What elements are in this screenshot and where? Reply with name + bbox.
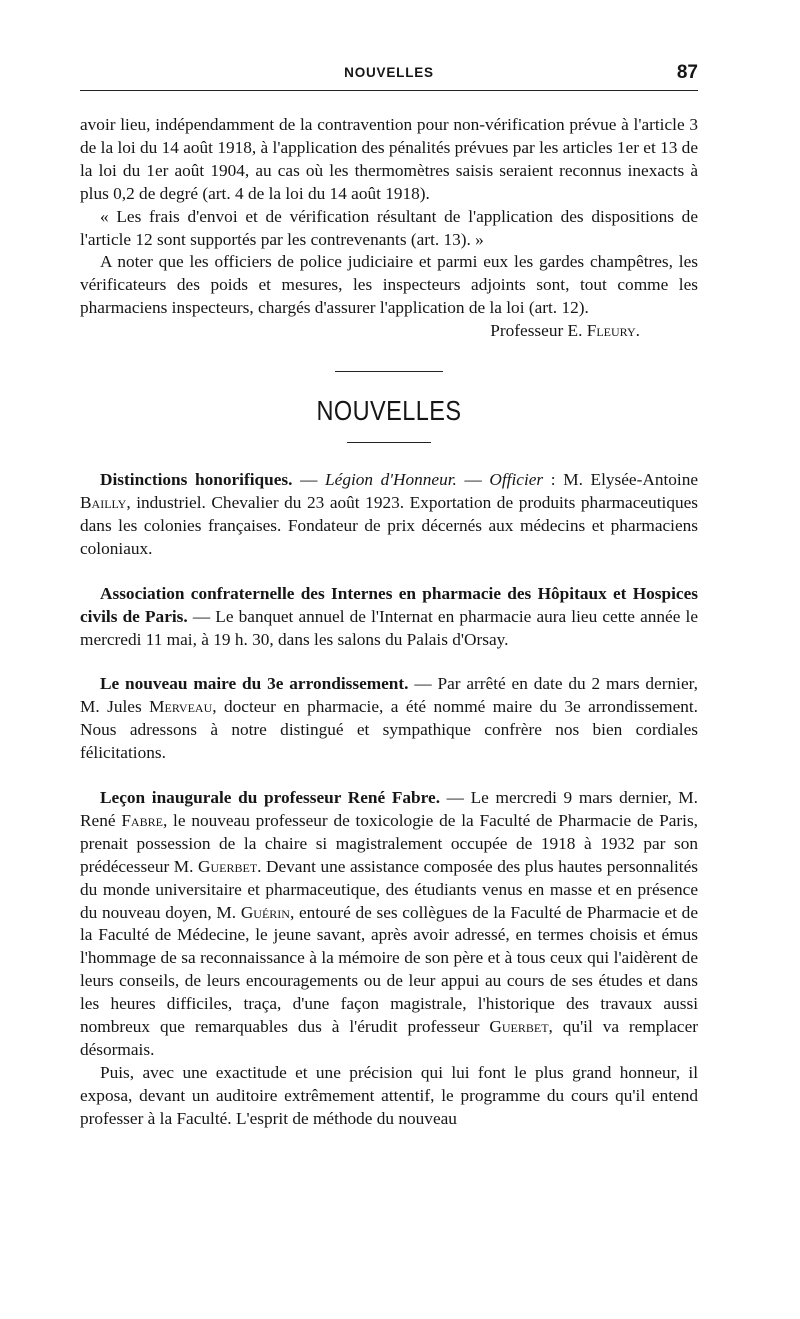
- page-number: 87: [676, 62, 698, 83]
- person-name: Guerbet: [489, 1017, 549, 1037]
- person-name: Guerbet: [198, 856, 258, 876]
- news-text: —: [292, 470, 326, 490]
- section-divider: [335, 371, 443, 372]
- article-paragraph: avoir lieu, indépendamment de la contravention pour non-vérification prévue à l'article 3 de la loi du 14 août 1918, à l'application des pénalités prévues par les articles 1er et 13 de la loi du 1er août 1904, au cas où les thermomètres saisis seraient reconnus inexacts à plus 0,2 de degré (art. 4 de la loi du 14 août 1918).: [80, 115, 698, 203]
- article-paragraph: « Les frais d'envoi et de vérification résultant de l'application des dispositions de l'article 12 sont supportés par les contrevenants (art. 13). »: [80, 206, 698, 249]
- signature-name: Fleury.: [586, 321, 640, 341]
- news-heading: Distinctions honorifiques.: [100, 470, 293, 490]
- news-heading: Association confraternelle des Internes en pharmacie des Hôpitaux et Hospices civils de Paris.: [80, 583, 698, 626]
- person-name: Bailly: [80, 492, 127, 512]
- person-name: Fabre: [121, 810, 163, 830]
- news-text: , industriel. Chevalier du 23 août 1923. Exportation de produits pharmaceutiques dans les colonies françaises. Fondateur de prix décernés aux médecins et pharmaciens coloniaux.: [80, 492, 698, 558]
- page-body: [80, 114, 698, 1131]
- news-text: . Devant une assistance composée des plus hautes personnalités du monde universitaire et pharmaceutique, des étudiants venus en masse et en présence du nouveau doyen, M.: [80, 856, 698, 922]
- news-text: —: [456, 470, 490, 490]
- title-underline: [347, 442, 431, 443]
- running-title: NOUVELLES: [344, 65, 434, 80]
- news-rank: Officier: [489, 470, 544, 490]
- news-text: : M. Elysée-Antoine: [543, 470, 699, 490]
- news-heading: Leçon inaugurale du professeur René Fabre.: [100, 788, 441, 808]
- news-text: , docteur en pharmacie, a été nommé maire du 3e arrondissement. Nous adressons à notre distingué et sympathique confrère nos bien cordiales félicitations.: [80, 697, 699, 763]
- news-text: , qu'il va remplacer désormais.: [80, 1017, 698, 1059]
- article-paragraph: A noter que les officiers de police judiciaire et parmi eux les gardes champêtres, les vérificateurs des poids et mesures, les inspecteurs adjoints sont, tout comme les pharmaciens inspecteurs, chargés d'assurer l'application de la loi (art. 12).: [80, 252, 698, 318]
- signature-prefix: Professeur E.: [490, 321, 587, 341]
- news-text: — Le mercredi 9 mars dernier, M. René: [80, 788, 698, 830]
- person-name: Guérin: [240, 902, 290, 922]
- news-text: , entouré de ses collègues de la Faculté de Pharmacie et de la Faculté de Médecine, le jeune savant, après avoir adressé, en termes choisis et émus l'hommage de sa reconnaissance à la mémoire de son père et à tous ceux qui l'aidèrent de leurs conseils, de leurs encouragements ou de leur appui au cours de ses études et dans les heures difficiles, traça, d'une façon magistrale, l'historique des travaux aussi nombreux que remarquables dus à l'érudit professeur: [80, 902, 698, 1037]
- page-header: [80, 62, 698, 91]
- news-continuation: Puis, avec une exactitude et une précision qui lui font le plus grand honneur, il exposa, devant un auditoire extrêmement attentif, le programme du cours qu'il entend professer à la Faculté. L'esprit de méthode du nouveau: [80, 1062, 698, 1128]
- news-distinctions: [80, 469, 698, 561]
- news-text: — Par arrêté en date du 2 mars dernier, M. Jules: [80, 674, 698, 717]
- news-association: [80, 583, 698, 652]
- news-text: , le nouveau professeur de toxicologie de la Faculté de Pharmacie de Paris, prenait possession de la chaire si magistralement occupée de 1918 à 1932 par son prédécesseur M.: [80, 810, 698, 876]
- news-lecon: [80, 787, 698, 1062]
- person-name: Merveau: [149, 697, 213, 717]
- section-title: NOUVELLES: [316, 395, 462, 427]
- article-signature: [80, 320, 698, 343]
- news-order: Légion d'Honneur.: [325, 470, 457, 490]
- news-maire: [80, 673, 698, 765]
- news-heading: Le nouveau maire du 3e arrondissement.: [100, 674, 409, 694]
- news-text: — Le banquet annuel de l'Internat en pharmacie aura lieu cette année le mercredi 11 mai, à 19 h. 30, dans les salons du Palais d'Orsay.: [80, 606, 699, 649]
